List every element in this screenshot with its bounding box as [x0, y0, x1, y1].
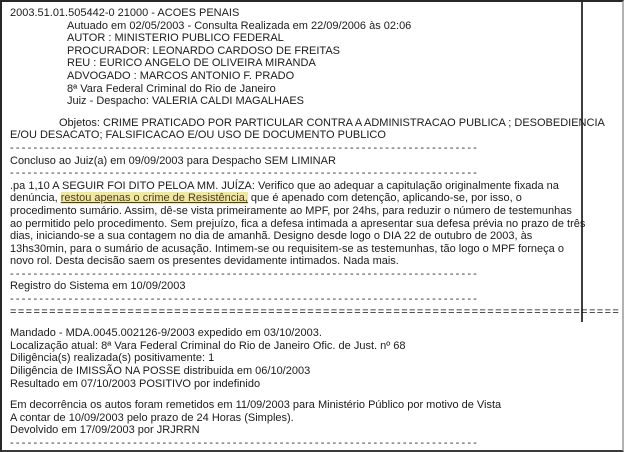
author-line: AUTOR : MINISTERIO PUBLICO FEDERAL [67, 32, 284, 45]
blank-line [10, 318, 622, 327]
diligence-count-line: Diligência(s) realizada(s) positivamente: 1 [10, 352, 215, 365]
decision-line-3: procedimento sumário. Assim, dê-se vista primeiramente ao MPF, por 24hs, para reduzir o número de testemunhas [10, 204, 572, 217]
count-from-line: A contar de 10/09/2003 pelo prazo de 24 Horas (Simples). [10, 411, 294, 424]
decision-line-4: ao permitido pelo procedimento. Sem prejuízo, fica a defesa intimada a apresentar sua defesa prévia no prazo de três [10, 217, 586, 230]
case-number-line: 2003.51.01.505442-0 21000 - ACOES PENAIS [10, 7, 240, 19]
highlighted-phrase: restou apenas o crime de Resistência, [60, 192, 248, 205]
court-line: 8ª Vara Federal Criminal do Rio de Janeiro [67, 82, 276, 95]
decision-line-2 [10, 192, 622, 205]
current-location-line: Localização atual: 8ª Vara Federal Criminal do Rio de Janeiro Ofic. de Just. nº 68 [10, 339, 406, 352]
decision-line-5: dias, iniciando-se a sua contagem no dia de amanhã. Designo desde logo o DIA 22 de outubro de 2003, às [10, 230, 533, 243]
decision-line-1: .pa 1,10 A SEGUIR FOI DITO PELOA MM. JUÍZA: Verifico que ao adequar a capitulação originalmente fixada na [10, 179, 559, 192]
dashed-separator: -------------------------------------------------------------------------------- [10, 437, 480, 449]
blank-line [10, 390, 622, 399]
filing-date-line: Autuado em 02/05/2003 - Consulta Realizada em 22/09/2006 às 02:06 [67, 19, 412, 32]
remittance-line: Em decorrência os autos foram remetidos em 11/09/2003 para Ministério Público por motivo de Vista [10, 399, 502, 412]
objects-line-1: Objetos: CRIME PRATICADO POR PARTICULAR CONTRA A ADMINISTRACAO PUBLICA ; DESOBEDIENCIA [59, 116, 605, 129]
dashed-separator: -------------------------------------------------------------------------------- [10, 293, 480, 306]
equals-separator: ============================================================================== [10, 305, 621, 318]
dashed-separator: -------------------------------------------------------------------------------- [10, 167, 480, 180]
concluso-line: Concluso ao Juiz(a) em 09/09/2003 para Despacho SEM LIMINAR [10, 154, 336, 167]
judge-line: Juiz - Despacho: VALERIA CALDI MAGALHAES [67, 95, 304, 108]
returned-line: Devolvido em 17/09/2003 por JRJRRN [10, 424, 200, 437]
warrant-line: Mandado - MDA.0045.002126-9/2003 expedido em 03/10/2003. [10, 327, 322, 340]
result-line: Resultado em 07/10/2003 POSITIVO por indefinido [10, 377, 261, 390]
dashed-separator: -------------------------------------------------------------------------------- [10, 141, 480, 154]
decision-line-7: novo rol. Desta decisão saem os presentes devidamente intimados. Nada mais. [10, 255, 399, 268]
decision-line-6: 13hs30min, para o sumário de acusação. Intimem-se ou requisitem-se as testemunhas, tão logo o MPF forneça o [10, 242, 564, 255]
objects-line-2: E/OU DESACATO; FALSIFICACAO E/OU USO DE DOCUMENTO PUBLICO [10, 129, 386, 142]
lawyer-line: ADVOGADO : MARCOS ANTONIO F. PRADO [67, 69, 295, 82]
blank-line [10, 108, 622, 117]
dashed-separator: -------------------------------------------------------------------------------- [10, 267, 480, 280]
decision-line-2-before: denúncia, [10, 192, 61, 205]
decision-line-2-after: que é apenado com detenção, aplicando-se, por isso, o [247, 192, 522, 205]
system-registry-line: Registro do Sistema em 10/09/2003 [10, 280, 186, 293]
document-content [2, 2, 622, 450]
diligence-distribution-line: Diligência de IMISSÃO NA POSSE distribuida em 06/10/2003 [10, 365, 311, 378]
defendant-line: REU : EURICO ANGELO DE OLIVEIRA MIRANDA [67, 57, 316, 70]
prosecutor-line: PROCURADOR: LEONARDO CARDOSO DE FREITAS [67, 44, 340, 57]
